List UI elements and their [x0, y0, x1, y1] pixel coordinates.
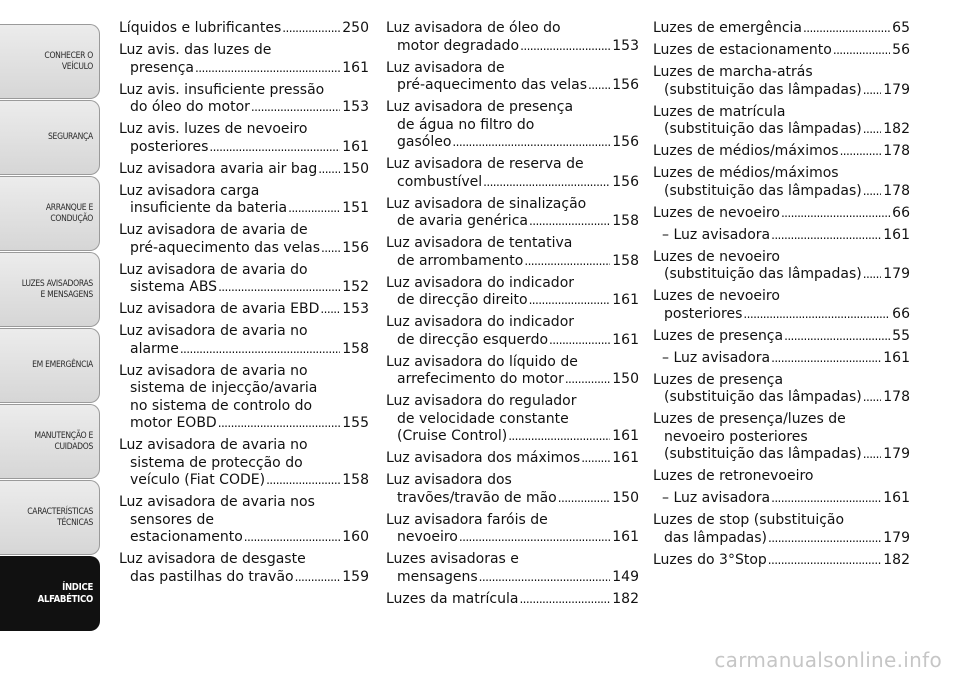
index-entry-text: mensagens: [397, 568, 478, 585]
page-number: 179: [883, 529, 910, 546]
index-entry-text: estacionamento: [130, 529, 243, 545]
index-entry: [119, 121, 369, 156]
index-entry: [119, 437, 369, 490]
index-entry-text: Luzes de presença/luzes de: [653, 411, 846, 427]
chapter-tab[interactable]: [0, 176, 100, 251]
index-entry: [653, 143, 910, 161]
page-number: 178: [883, 143, 910, 159]
index-entry-text: Luzes de médios/máximos: [653, 165, 839, 181]
index-entry-text: de arrombamento: [397, 252, 524, 269]
index-entry: [653, 205, 910, 223]
page-number: 151: [342, 200, 369, 216]
index-entry-text: Luzes da matrícula: [386, 590, 519, 607]
index-entry: [386, 196, 639, 231]
index-entry-text: Luzes de matrícula: [653, 103, 786, 120]
chapter-tab[interactable]: [0, 252, 100, 327]
index-entry: [653, 42, 910, 60]
index-entry-text: – Luz avisadora: [662, 349, 771, 366]
dot-leader: [549, 332, 610, 350]
index-entry: [653, 104, 910, 139]
chapter-tab[interactable]: [0, 556, 100, 631]
index-entry: [119, 323, 369, 358]
index-entry: [386, 20, 639, 55]
page-number: 149: [612, 568, 639, 585]
index-entry-text: Luz avis. das luzes de: [119, 42, 272, 58]
page-number: 158: [612, 213, 639, 229]
index-entry-text: de avaria genérica: [397, 213, 528, 229]
chapter-tab-label: EM EMERGÊNCIA: [32, 360, 93, 371]
index-entry-text: posteriores: [130, 138, 209, 155]
dot-leader: [483, 174, 610, 192]
index-column-2: [386, 20, 639, 613]
page-number: 65: [892, 20, 910, 36]
index-entry-text: motor EOBD: [130, 415, 217, 431]
dot-leader: [180, 341, 340, 359]
index-entry: [386, 591, 639, 609]
index-entry: [119, 494, 369, 547]
index-entry-text: arrefecimento do motor: [397, 371, 564, 387]
index-entry-text: Luzes do 3°Stop: [653, 551, 767, 568]
index-entry: [653, 328, 910, 346]
page-number: 150: [342, 160, 369, 177]
index-entry-text: Luz avisadora do indicador: [386, 314, 575, 330]
dot-leader: [520, 38, 610, 56]
chapter-tab-label: CONHECER O VEÍCULO: [44, 50, 93, 72]
index-entry-text: sensores de: [130, 511, 214, 528]
dot-leader: [771, 490, 881, 508]
dot-leader: [529, 213, 610, 231]
chapter-tab[interactable]: [0, 328, 100, 403]
dot-leader: [863, 266, 882, 284]
dot-leader: [266, 472, 340, 490]
page-number: 250: [342, 20, 369, 36]
page-number: 156: [612, 173, 639, 190]
index-entry-text: sistema ABS: [130, 279, 218, 295]
index-entry: [119, 82, 369, 117]
index-entry: [653, 249, 910, 284]
dot-leader: [318, 161, 340, 179]
dot-leader: [524, 253, 610, 271]
chapter-tab-label: CARACTERÍSTICAS TÉCNICAS: [27, 506, 93, 528]
index-entry-text: Luz avisadora do líquido de: [386, 353, 578, 370]
index-entry-text: (substituição das lâmpadas): [664, 266, 862, 282]
index-entry: [653, 468, 910, 486]
index-entry-text: Luz avisadora de tentativa: [386, 235, 573, 251]
index-entry-text: Luzes de presença: [653, 371, 784, 388]
page-number: 66: [892, 305, 910, 322]
dot-leader: [771, 227, 881, 245]
page-number: 153: [342, 99, 369, 115]
chapter-tab-label: SEGURANÇA: [47, 132, 93, 143]
index-entry-text: travões/travão de mão: [397, 489, 557, 506]
index-entry: [386, 235, 639, 270]
index-entry-text: Luzes de estacionamento: [653, 42, 832, 58]
dot-leader: [803, 20, 890, 38]
index-entry-text: Luzes de nevoeiro: [653, 204, 780, 221]
page-number: 156: [612, 134, 639, 150]
page-number: 156: [612, 77, 639, 93]
page-number: 153: [342, 301, 369, 317]
index-entry: [386, 99, 639, 152]
dot-leader: [581, 450, 610, 468]
index-entry: [653, 288, 910, 323]
page-number: 66: [892, 204, 910, 221]
page-number: 161: [342, 59, 369, 76]
index-entry: [386, 354, 639, 389]
page-number: 178: [883, 182, 910, 199]
page-number: 161: [612, 292, 639, 308]
dot-leader: [251, 99, 340, 117]
index-entry-text: Luz avisadora de avaria no: [119, 362, 308, 379]
index-entry-text: Luz avisadora dos máximos: [386, 450, 581, 466]
dot-leader: [558, 490, 611, 508]
index-entry-text: de velocidade constante: [397, 410, 569, 427]
index-entry-text: das lâmpadas): [664, 529, 768, 546]
page-number: 161: [342, 138, 369, 155]
dot-leader: [565, 371, 610, 389]
page-number: 161: [883, 226, 910, 243]
dot-leader: [784, 328, 890, 346]
dot-leader: [195, 60, 340, 78]
chapter-tab[interactable]: [0, 480, 100, 555]
index-entry: [119, 301, 369, 319]
dot-leader: [295, 569, 341, 587]
index-entry-text: pré-aquecimento das velas: [130, 239, 321, 256]
index-entry-text: Luz avis. luzes de nevoeiro: [119, 121, 308, 137]
index-entry-text: (Cruise Control): [397, 428, 508, 444]
index-entry-text: combustível: [397, 173, 483, 190]
index-entry-text: Luz avisadora de óleo do: [386, 20, 561, 36]
page-number: 158: [612, 252, 639, 269]
index-entry-text: Luz avisadora de avaria de: [119, 222, 308, 238]
index-entry-text: – Luz avisadora: [662, 226, 771, 243]
page-number: 158: [342, 472, 369, 488]
dot-leader: [321, 240, 340, 258]
index-entry-text: Luz avisadora avaria air bag: [119, 160, 318, 177]
index-entry: [119, 262, 369, 297]
index-entry-text: posteriores: [664, 305, 743, 322]
dot-leader: [863, 183, 882, 201]
index-entry: [119, 222, 369, 257]
index-entry-text: Luzes de presença: [653, 327, 784, 344]
dot-leader: [459, 529, 610, 547]
index-entry-text: Luzes de nevoeiro: [653, 288, 780, 304]
index-entry: [653, 20, 910, 38]
index-entry-text: Luz avisadora de sinalização: [386, 195, 587, 212]
index-entry-text: (substituição das lâmpadas): [664, 389, 862, 405]
dot-leader: [863, 446, 882, 464]
chapter-tab-label: LUZES AVISADORAS E MENSAGENS: [21, 278, 93, 300]
index-entry-text: (substituição das lâmpadas): [664, 121, 862, 137]
index-entry-text: das pastilhas do travão: [130, 568, 294, 585]
index-entry: [653, 490, 910, 508]
index-entry-text: veículo (Fiat CODE): [130, 472, 266, 488]
dot-leader: [863, 389, 882, 407]
page-number: 159: [342, 568, 369, 585]
dot-leader: [863, 82, 882, 100]
index-entry-text: de direcção direito: [397, 292, 528, 308]
index-entry-text: Luz avisadora de: [386, 59, 505, 76]
index-entry: [119, 42, 369, 77]
chapter-tab-label: ARRANQUE E CONDUÇÃO: [45, 202, 93, 224]
dot-leader: [529, 292, 611, 310]
chapter-tab[interactable]: [0, 24, 100, 99]
dot-leader: [519, 591, 610, 609]
dot-leader: [863, 121, 882, 139]
index-entry: [653, 350, 910, 368]
index-entry: [386, 156, 639, 191]
index-entry: [386, 314, 639, 349]
index-entry-text: nevoeiro: [397, 529, 458, 545]
index-entry-text: Luz avisadora de avaria nos: [119, 494, 315, 510]
index-entry: [386, 393, 639, 446]
page-number: 161: [883, 349, 910, 366]
index-entry: [386, 512, 639, 547]
dot-leader: [320, 301, 340, 319]
index-entry-text: Luz avisadora faróis de: [386, 511, 548, 528]
dot-leader: [218, 415, 341, 433]
page-number: 182: [883, 551, 910, 568]
dot-leader: [218, 279, 340, 297]
index-entry: [653, 227, 910, 245]
dot-leader: [768, 530, 881, 548]
dot-leader: [452, 134, 610, 152]
dot-leader: [244, 529, 341, 547]
dot-leader: [282, 20, 340, 38]
chapter-tab[interactable]: [0, 404, 100, 479]
index-entry-text: nevoeiro posteriores: [664, 428, 808, 445]
index-entry-text: pré-aquecimento das velas: [397, 77, 588, 93]
page-number: 161: [612, 428, 639, 444]
index-entry-text: Luz avisadora de avaria no: [119, 437, 308, 453]
index-entry-text: Luz avisadora de avaria EBD: [119, 301, 320, 317]
index-entry-text: (substituição das lâmpadas): [664, 446, 862, 462]
index-entry-text: Luz avis. insuficiente pressão: [119, 81, 325, 98]
chapter-tab-label: ÍNDICE ALFABÉTICO: [37, 581, 93, 605]
index-entry-text: Líquidos e lubrificantes: [119, 20, 282, 36]
index-entry: [386, 551, 639, 586]
index-entry-text: Luzes avisadoras e: [386, 551, 519, 567]
index-entry-text: sistema de protecção do: [130, 454, 303, 471]
index-entry-text: Luzes de stop (substituição: [653, 512, 845, 528]
index-entry-text: de água no filtro do: [397, 116, 535, 133]
page-number: 182: [612, 590, 639, 607]
index-entry-text: Luz avisadora dos: [386, 472, 512, 488]
index-entry-text: gasóleo: [397, 134, 452, 150]
dot-leader: [288, 200, 340, 218]
page-number: 179: [883, 446, 910, 462]
page-number: 150: [612, 489, 639, 506]
index-column-1: [119, 20, 369, 591]
page-number: 161: [612, 331, 639, 348]
chapter-tab-label: MANUTENÇÃO E CUIDADOS: [34, 430, 93, 452]
index-entry-text: presença: [130, 59, 195, 76]
dot-leader: [588, 77, 610, 95]
page-number: 178: [883, 389, 910, 405]
index-entry-text: Luz avisadora de avaria do: [119, 261, 308, 278]
index-entry-text: Luz avisadora de reserva de: [386, 156, 584, 172]
index-entry-text: (substituição das lâmpadas): [664, 81, 862, 98]
index-entry-text: insuficiente da bateria: [130, 200, 288, 216]
index-entry-text: sistema de injecção/avaria: [130, 380, 318, 396]
page-number: 155: [342, 415, 369, 431]
index-entry-text: do óleo do motor: [130, 99, 250, 115]
index-entry-text: Luz avisadora do indicador: [386, 274, 575, 291]
index-entry: [119, 183, 369, 218]
index-column-3: [653, 20, 910, 574]
index-entry-text: Luzes de emergência: [653, 20, 802, 36]
index-entry: [119, 161, 369, 179]
index-entry: [119, 551, 369, 586]
page-number: 161: [612, 529, 639, 545]
index-entry-text: motor degradado: [397, 37, 520, 54]
dot-leader: [209, 139, 340, 157]
index-entry: [653, 552, 910, 570]
index-entry: [653, 512, 910, 547]
page-number: 56: [892, 42, 910, 58]
index-entry-text: Luzes de nevoeiro: [653, 248, 780, 265]
dot-leader: [771, 350, 881, 368]
index-entry-text: Luzes de médios/máximos: [653, 143, 839, 159]
index-entry-text: alarme: [130, 340, 179, 357]
index-entry: [386, 450, 639, 468]
page-number: 55: [892, 327, 910, 344]
page-number: 179: [883, 266, 910, 282]
page-number: 152: [342, 279, 369, 295]
dot-leader: [743, 306, 890, 324]
index-entry-text: no sistema de controlo do: [130, 397, 313, 414]
page-number: 182: [883, 121, 910, 137]
page-number: 160: [342, 529, 369, 545]
index-entry-text: (substituição das lâmpadas): [664, 182, 862, 199]
page-number: 161: [612, 450, 639, 466]
index-entry: [653, 411, 910, 464]
index-entry-text: Luzes de marcha-atrás: [653, 64, 813, 80]
index-entry: [386, 275, 639, 310]
page-number: 179: [883, 81, 910, 98]
index-entry-text: Luz avisadora de desgaste: [119, 551, 306, 567]
page-number: 150: [612, 371, 639, 387]
index-entry-text: Luz avisadora do regulador: [386, 393, 577, 409]
dot-leader: [781, 205, 890, 223]
dot-leader: [833, 42, 890, 60]
index-entry: [653, 372, 910, 407]
dot-leader: [508, 428, 610, 446]
index-entry: [386, 472, 639, 507]
dot-leader: [479, 569, 611, 587]
index-entry-text: Luz avisadora carga: [119, 182, 260, 199]
watermark: carmanualsonline.info: [714, 648, 942, 672]
chapter-tab[interactable]: [0, 100, 100, 175]
page-number: 161: [883, 490, 910, 506]
page-number: 153: [612, 37, 639, 54]
index-entry-text: Luz avisadora de avaria no: [119, 323, 308, 339]
page-number: 156: [342, 239, 369, 256]
index-entry: [653, 165, 910, 200]
index-entry-text: Luz avisadora de presença: [386, 99, 574, 115]
index-entry-text: – Luz avisadora: [662, 490, 771, 506]
index-entry-text: Luzes de retronevoeiro: [653, 468, 814, 484]
index-entry: [653, 64, 910, 99]
index-entry-text: de direcção esquerdo: [397, 331, 549, 348]
dot-leader: [840, 143, 882, 161]
index-entry: [386, 60, 639, 95]
index-entry: [119, 363, 369, 433]
index-entry: [119, 20, 369, 38]
chapter-tabs: [0, 24, 100, 632]
dot-leader: [768, 552, 881, 570]
page-number: 158: [342, 340, 369, 357]
